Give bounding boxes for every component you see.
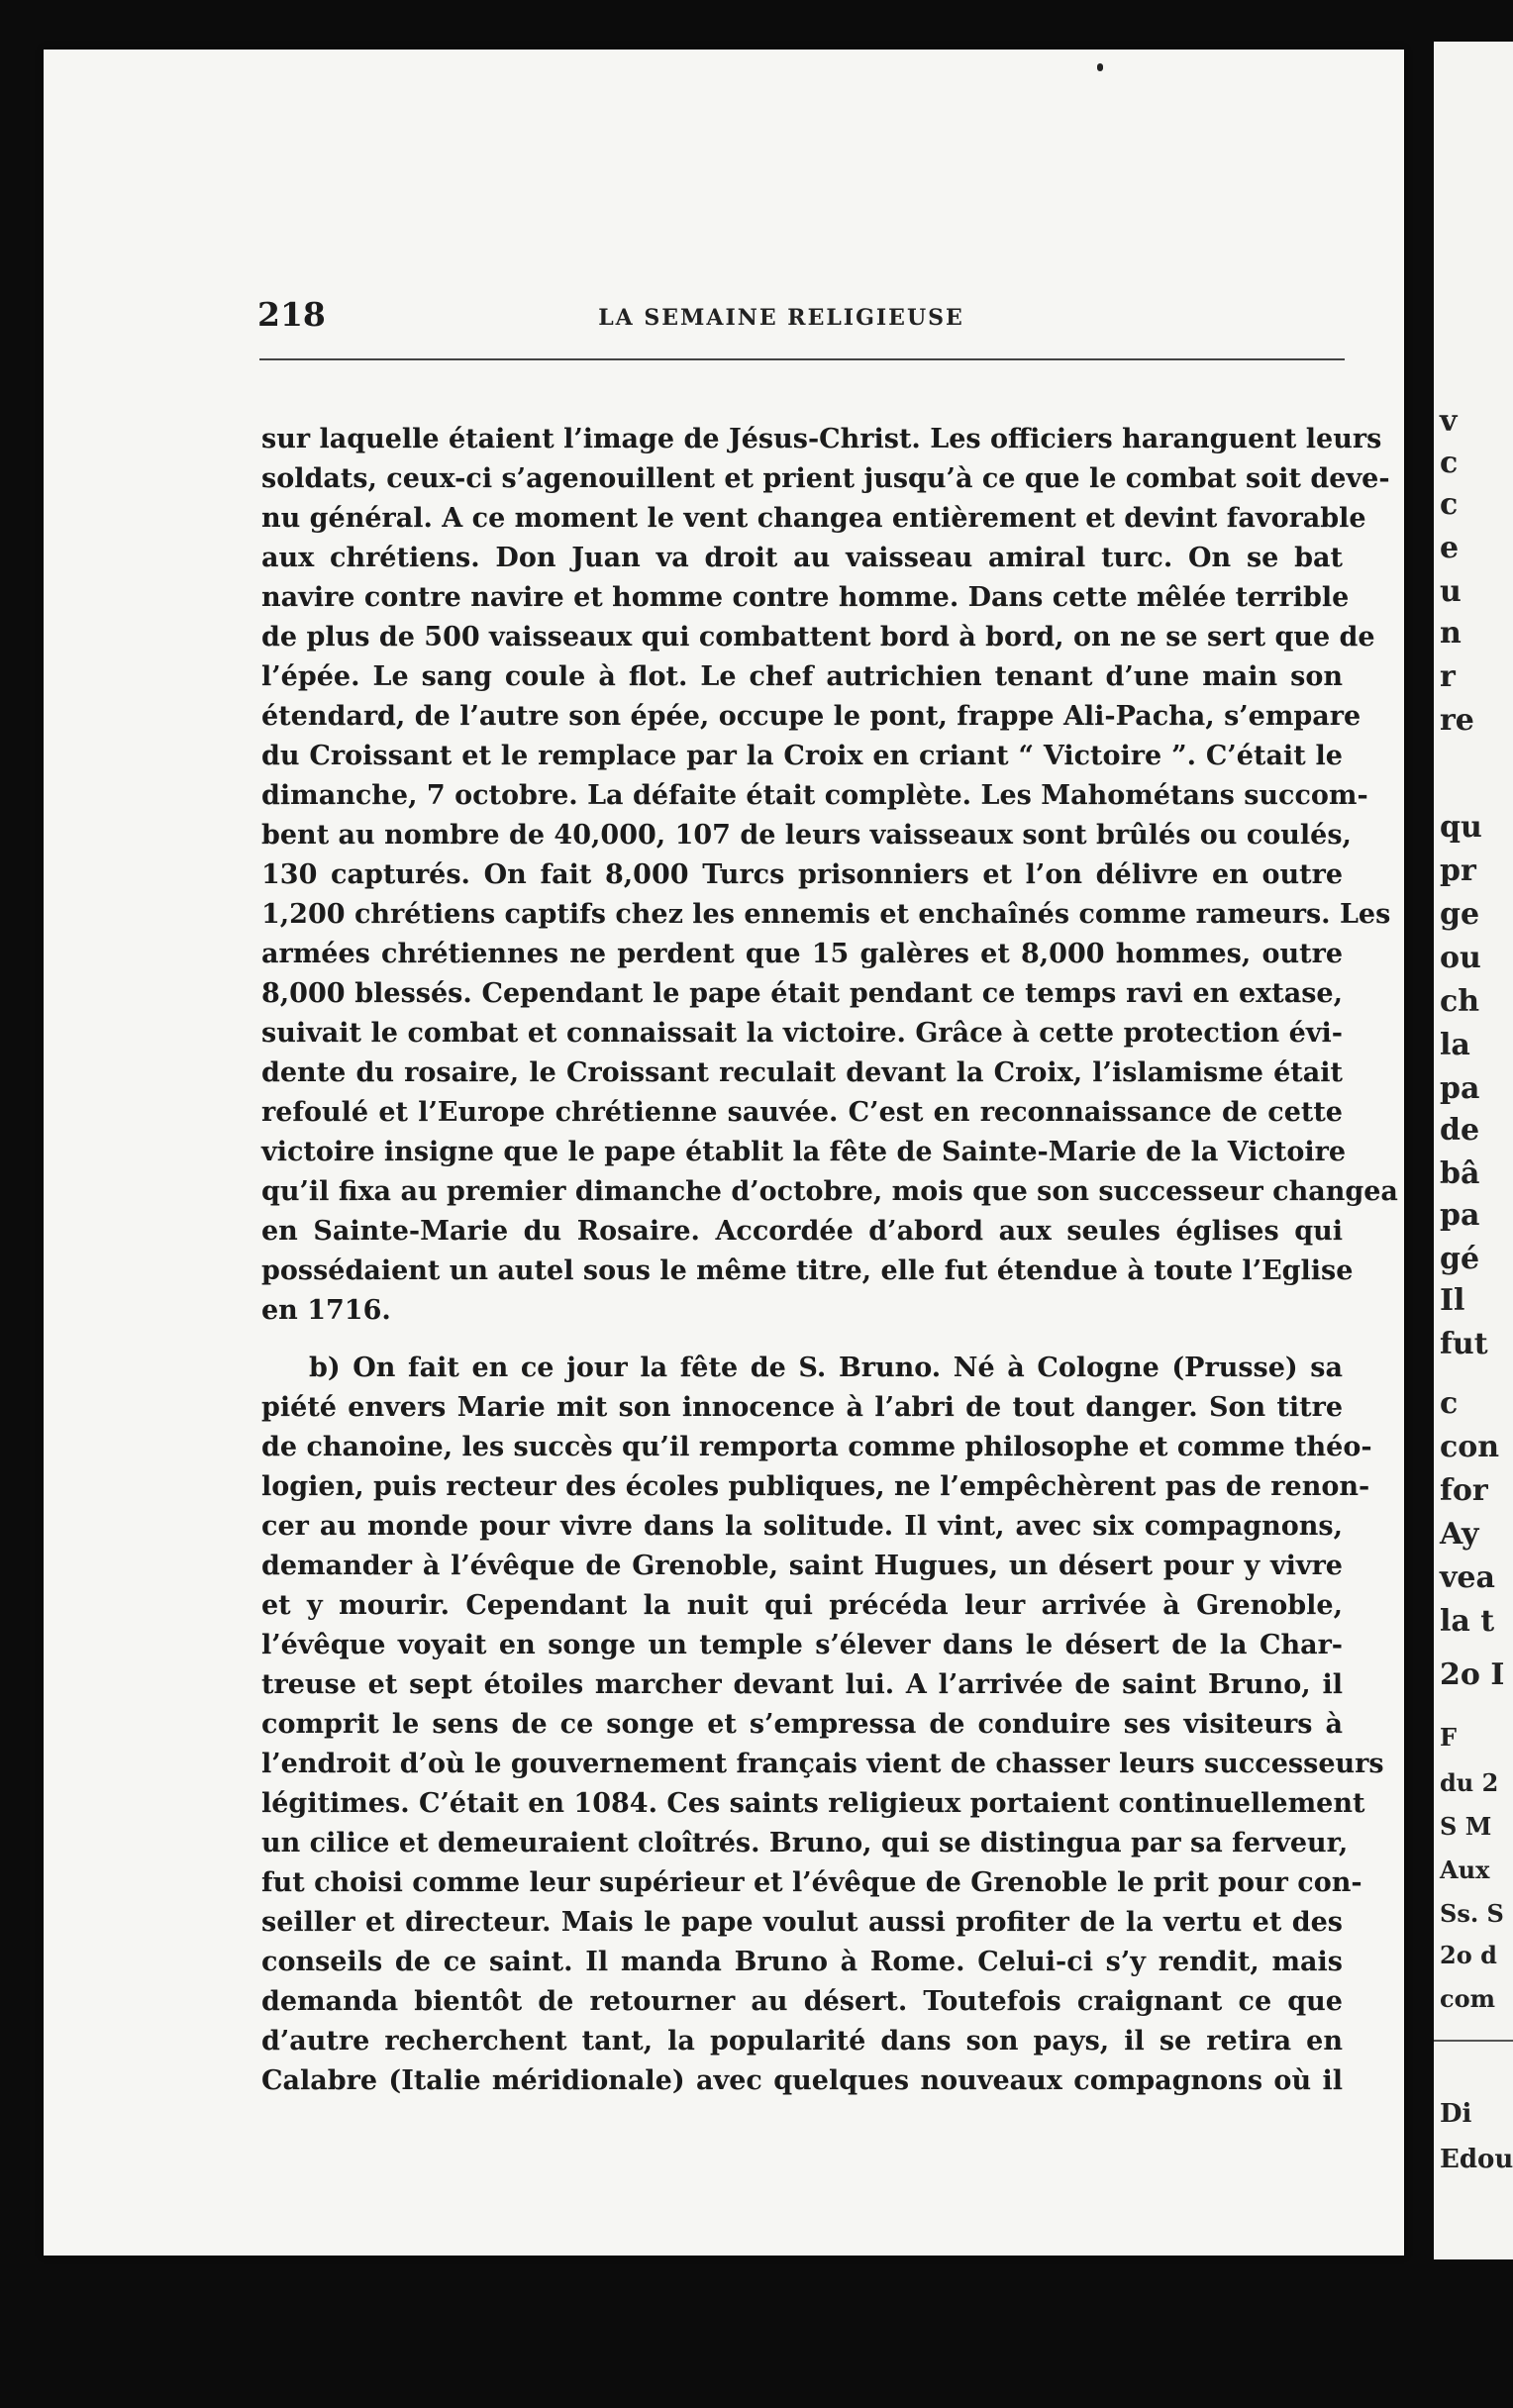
facing-page-fragment: gé [1440,1242,1480,1276]
text-line: treuse et sept étoiles marcher devant lui. A l’arrivée de saint Bruno, il [261,1669,1343,1700]
text-line: étendard, de l’autre son épée, occupe le pont, frappe Ali-Pacha, s’empare [261,701,1362,732]
facing-page-fragment: qu [1440,810,1482,845]
facing-page-fragment: 2o I [1440,1657,1505,1692]
text-line: victoire insigne que le pape établit la fête de Sainte-Marie de la Victoire [261,1137,1347,1167]
text-line: seiller et directeur. Mais le pape voulut aussi profiter de la vertu et des [261,1907,1343,1938]
text-line: l’endroit d’où le gouvernement français vient de chasser leurs successeurs [261,1749,1384,1779]
facing-page-fragment: ou [1440,941,1481,975]
header-rule [259,358,1345,360]
facing-page-fragment: pa [1440,1071,1480,1106]
text-line: piété envers Marie mit son innocence à l’abri de tout danger. Son titre [261,1392,1343,1423]
facing-page-fragment: bâ [1440,1156,1480,1191]
facing-page-edge [1434,42,1513,2259]
text-line: demanda bientôt de retourner au désert. Toutefois craignant ce que [261,1986,1343,2017]
text-line: refoulé et l’Europe chrétienne sauvée. C’est en reconnaissance de cette [261,1097,1343,1128]
text-line: 8,000 blessés. Cependant le pape était pendant ce temps ravi en extase, [261,978,1343,1009]
facing-page-fragment: c [1440,1386,1459,1421]
facing-page-rule [1434,2040,1513,2042]
facing-page-fragment: r [1440,659,1456,694]
facing-page-fragment: e [1440,531,1460,565]
facing-page-fragment: la [1440,1028,1470,1062]
facing-page-fragment: v [1440,404,1458,439]
facing-page-fragment: F [1440,1723,1458,1752]
facing-page-fragment: Ss. S [1440,1899,1504,1928]
facing-page-fragment: Aux [1440,1856,1490,1884]
text-line: suivait le combat et connaissait la victoire. Grâce à cette protection évi- [261,1018,1343,1049]
text-line: cer au monde pour vivre dans la solitude. Il vint, avec six compagnons, [261,1511,1343,1542]
text-line: demander à l’évêque de Grenoble, saint Hugues, un désert pour y vivre [261,1551,1343,1581]
facing-page-fragment: pa [1440,1198,1480,1233]
facing-page-fragment: de [1440,1113,1480,1148]
ink-speck [1097,63,1103,71]
paragraph-gap [261,1331,1343,1349]
facing-page-fragment: com [1440,1984,1496,2013]
facing-page-fragment: re [1440,703,1474,738]
page-header [216,295,1347,339]
text-line: d’autre recherchent tant, la popularité dans son pays, il se retira en [261,2026,1343,2057]
text-line: dente du rosaire, le Croissant reculait devant la Croix, l’islamisme était [261,1057,1343,1088]
text-line: l’épée. Le sang coule à flot. Le chef autrichien tenant d’une main son [261,661,1343,692]
text-line: en Sainte-Marie du Rosaire. Accordée d’abord aux seules églises qui [261,1216,1343,1247]
facing-page-fragment: la t [1440,1604,1495,1639]
text-line: comprit le sens de ce songe et s’empressa de conduire ses visiteurs à [261,1709,1343,1740]
text-line: conseils de ce saint. Il manda Bruno à Rome. Celui-ci s’y rendit, mais [261,1947,1343,1977]
text-line: bent au nombre de 40,000, 107 de leurs vaisseaux sont brûlés ou coulés, [261,820,1352,851]
text-line: de plus de 500 vaisseaux qui combattent bord à bord, on ne se sert que de [261,622,1375,652]
facing-page-fragment: Il [1440,1283,1465,1318]
page-body [261,420,1398,2101]
facing-page-fragment: ge [1440,897,1480,932]
text-line: du Croissant et le remplace par la Croix en criant “ Victoire ”. C’était le [261,741,1343,771]
text-line: légitimes. C’était en 1084. Ces saints religieux portaient continuellement [261,1788,1365,1819]
facing-page-fragment: c [1440,446,1459,480]
text-line: soldats, ceux-ci s’agenouillent et prient jusqu’à ce que le combat soit deve- [261,463,1390,494]
paragraph-1 [261,420,1398,1331]
facing-page-fragment: n [1440,616,1462,651]
text-line: aux chrétiens. Don Juan va droit au vaisseau amiral turc. On se bat [261,543,1343,573]
facing-page-fragment: for [1440,1473,1488,1508]
text-line: armées chrétiennes ne perdent que 15 galères et 8,000 hommes, outre [261,939,1343,969]
facing-page-fragment: Di [1440,2099,1472,2129]
facing-page-fragment: c [1440,487,1459,522]
text-line: de chanoine, les succès qu’il remporta comme philosophe et comme théo- [261,1432,1372,1462]
facing-page-fragment: S M [1440,1812,1492,1841]
facing-page-fragment: du 2 [1440,1768,1499,1797]
running-title: LA SEMAINE RELIGIEUSE [598,305,964,331]
text-line: qu’il fixa au premier dimanche d’octobre, mois que son successeur changea [261,1176,1398,1207]
text-line: et y mourir. Cependant la nuit qui précéda leur arrivée à Grenoble, [261,1590,1343,1621]
text-line: possédaient un autel sous le même titre, elle fut étendue à toute l’Eglise [261,1255,1354,1286]
facing-page-fragment: 2o d [1440,1941,1497,1969]
text-line: nu général. A ce moment le vent changea entièrement et devint favorable [261,503,1366,534]
facing-page-fragment: u [1440,574,1462,609]
facing-page-fragment: con [1440,1430,1500,1464]
text-line: un cilice et demeuraient cloîtrés. Bruno, qui se distingua par sa ferveur, [261,1828,1349,1858]
text-line: Calabre (Italie méridionale) avec quelques nouveaux compagnons où il [261,2065,1343,2096]
text-line: en 1716. [261,1295,391,1326]
facing-page-fragment: fut [1440,1327,1488,1361]
facing-page-fragment: Ay [1440,1517,1479,1552]
text-line: navire contre navire et homme contre homme. Dans cette mêlée terrible [261,582,1350,613]
facing-page-fragment: ch [1440,984,1480,1019]
text-line: 130 capturés. On fait 8,000 Turcs prisonniers et l’on délivre en outre [261,859,1343,890]
text-line: b) On fait en ce jour la fête de S. Bruno. Né à Cologne (Prusse) sa [309,1353,1343,1383]
text-line: dimanche, 7 octobre. La défaite était complète. Les Mahométans succom- [261,780,1368,811]
text-line: logien, puis recteur des écoles publiques, ne l’empêchèrent pas de renon- [261,1471,1370,1502]
facing-page-fragment: vea [1440,1560,1495,1595]
text-line: l’évêque voyait en songe un temple s’élever dans le désert de la Char- [261,1630,1343,1660]
page-number: 218 [257,295,326,334]
facing-page-fragment: Edou [1440,2145,1513,2174]
text-line: 1,200 chrétiens captifs chez les ennemis et enchaînés comme rameurs. Les [261,899,1391,930]
paragraph-2 [261,1349,1384,2101]
text-line: sur laquelle étaient l’image de Jésus-Christ. Les officiers haranguent leurs [261,424,1382,454]
facing-page-fragment: pr [1440,853,1476,888]
text-line: fut choisi comme leur supérieur et l’évêque de Grenoble le prit pour con- [261,1867,1362,1898]
